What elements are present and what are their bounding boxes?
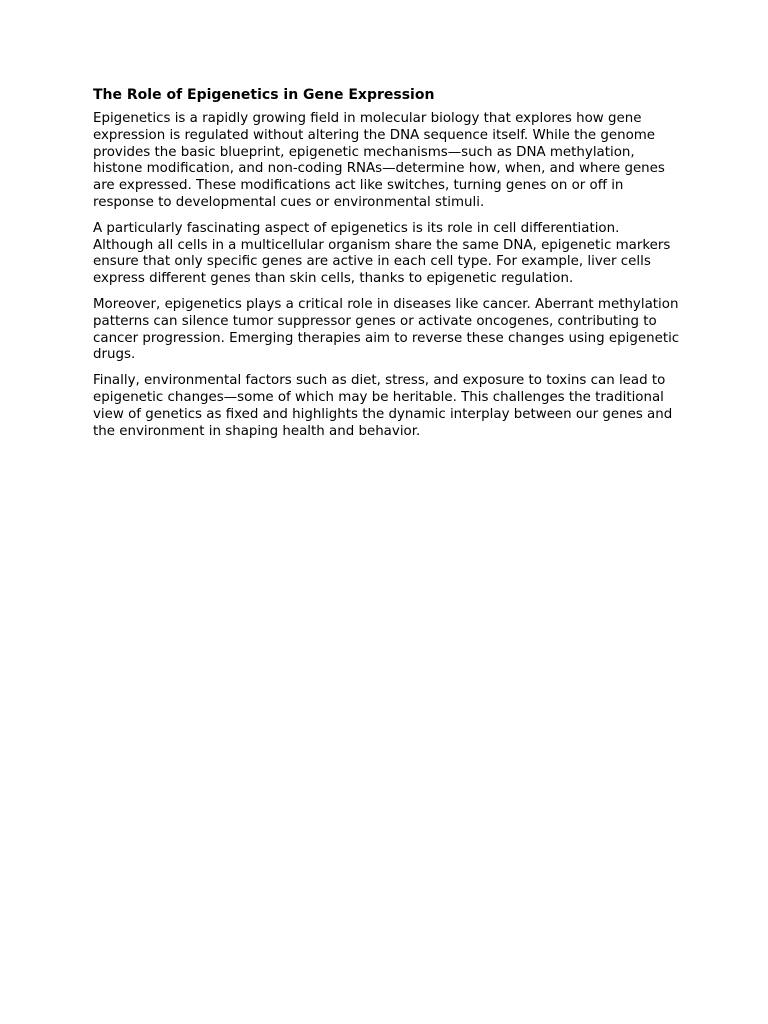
paragraph-environment: Finally, environmental factors such as diet, stress, and exposure to toxins can lead to epigenetic changes—some of which may be heritable. This challenges the traditional view of genetics as fixed and highlights the dynamic interplay between our genes and the environment in shaping health and behavior. — [93, 373, 673, 439]
document-title: The Role of Epigenetics in Gene Expression — [93, 87, 435, 103]
paragraph-intro: Epigenetics is a rapidly growing field in molecular biology that explores how gene expression is regulated without altering the DNA sequence itself. While the genome provides the basic blueprint, epigenetic mechanisms—such as DNA methylation, histone modification, and non-coding RNAs—determine how, when, and where genes are expressed. These modifications act like switches, turning genes on or off in response to developmental cues or environmental stimuli. — [93, 111, 665, 210]
paragraph-cell-differentiation: A particularly fascinating aspect of epigenetics is its role in cell differentiation. Although all cells in a multicellular organism share the same DNA, epigenetic markers ensure that only specific genes are active in each cell type. For example, liver cells express different genes than skin cells, thanks to epigenetic regulation. — [93, 220, 671, 287]
paragraph-cancer: Moreover, epigenetics plays a critical role in diseases like cancer. Aberrant methylation patterns can silence tumor suppressor genes or activate oncogenes, contributing to cancer progression. Emerging therapies aim to reverse these changes using epigenetic drugs. — [93, 296, 680, 363]
document-page — [93, 86, 683, 449]
